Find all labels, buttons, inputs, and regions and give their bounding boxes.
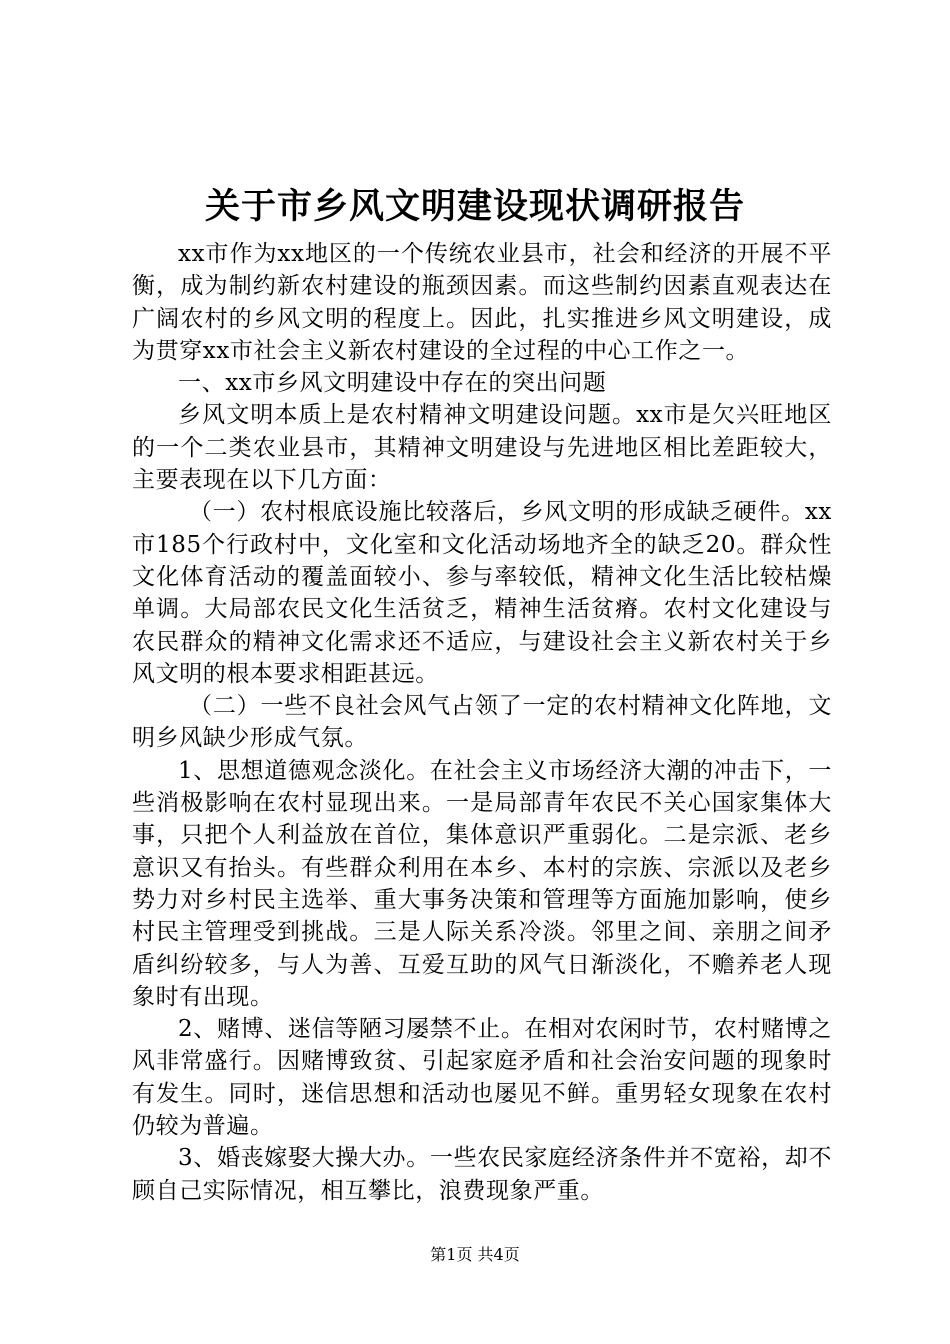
document-body	[132, 238, 832, 1207]
subsection-2-paragraph: （二）一些不良社会风气占领了一定的农村精神文化阵地，文明乡风缺少形成气氛。	[132, 693, 832, 752]
intro-paragraph: xx市作为xx地区的一个传统农业县市，社会和经济的开展不平衡，成为制约新农村建设的瓶颈因素。而这些制约因素直观表达在广阔农村的乡风文明的程度上。因此，扎实推进乡风文明建设，成为贯穿xx市社会主义新农村建设的全过程的中心工作之一。	[132, 241, 832, 364]
document-title: 关于市乡风文明建设现状调研报告	[204, 186, 745, 227]
item-1-paragraph: 1、思想道德观念淡化。在社会主义市场经济大潮的冲击下，一些消极影响在农村显现出来。一是局部青年农民不关心国家集体大事，只把个人利益放在首位，集体意识严重弱化。二是宗派、老乡意识又有抬头。有些群众利用在本乡、本村的宗族、宗派以及老乡势力对乡村民主选举、重大事务决策和管理等方面施加影响，使乡村民主管理受到挑战。三是人际关系冷淡。邻里之间、亲朋之间矛盾纠纷较多，与人为善、互爱互助的风气日渐淡化，不赡养老人现象时有出现。	[132, 757, 832, 1010]
item-3-paragraph: 3、婚丧嫁娶大操大办。一些农民家庭经济条件并不宽裕，却不顾自己实际情况，相互攀比，浪费现象严重。	[132, 1145, 832, 1204]
section-heading: 一、xx市乡风文明建设中存在的突出问题	[178, 370, 607, 397]
subsection-1-paragraph: （一）农村根底设施比较落后，乡风文明的形成缺乏硬件。xx市185个行政村中，文化室和文化活动场地齐全的缺乏20。群众性文化体育活动的覆盖面较小、参与率较低，精神文化生活比较枯燥单调。大局部农民文化生活贫乏，精神生活贫瘠。农村文化建设与农民群众的精神文化需求还不适应，与建设社会主义新农村关于乡风文明的根本要求相距甚远。	[132, 499, 832, 687]
page-number-footer: 第1页 共4页	[430, 1245, 520, 1264]
section-intro-paragraph: 乡风文明本质上是农村精神文明建设问题。xx市是欠兴旺地区的一个二类农业县市，其精神文明建设与先进地区相比差距较大，主要表现在以下几方面：	[132, 402, 832, 494]
item-2-paragraph: 2、赌博、迷信等陋习屡禁不止。在相对农闲时节，农村赌博之风非常盛行。因赌博致贫、引起家庭矛盾和社会治安问题的现象时有发生。同时，迷信思想和活动也屡见不鲜。重男轻女现象在农村仍较为普遍。	[132, 1016, 832, 1140]
